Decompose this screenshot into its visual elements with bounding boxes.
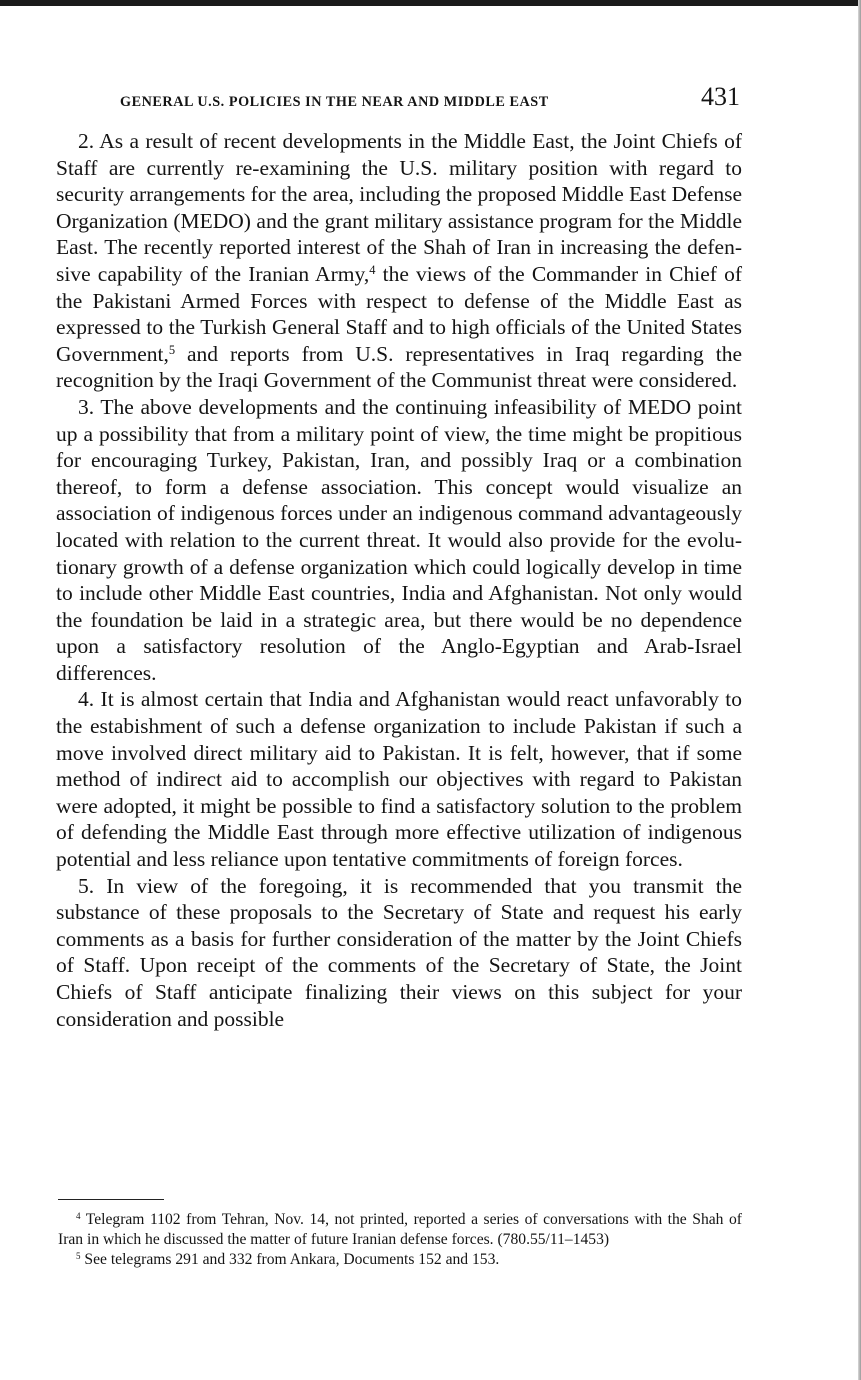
top-border-rule xyxy=(0,0,861,6)
footnote-marker: 5 xyxy=(76,1250,81,1261)
footnote-5 xyxy=(58,1250,742,1270)
footnote-ref-4: 4 xyxy=(369,263,376,278)
paragraph-4: 4. It is almost certain that India and Afghanistan would react unfavorably to the estabishment of such a defense organization to include Pakistan if such a move involved direct military aid to Pakistan. It is felt, however, that if some method of indirect aid to accomplish our objectives with regard to Pakistan were adopted, it might be possible to find a satisfactory solution to the problem of defending the Middle East through more effective utilization of indigenous potential and less reliance upon tentative commitments of foreign forces. xyxy=(56,687,742,872)
running-head: GENERAL U.S. POLICIES IN THE NEAR AND MIDDLE EAST xyxy=(120,94,549,110)
footnotes xyxy=(58,1210,742,1269)
page-header xyxy=(118,82,742,116)
footnote-separator xyxy=(58,1199,164,1200)
paragraph-3: 3. The above developments and the continuing infeasibility of MEDO point up a possibility that from a military point of view, the time might be propitious for encouraging Turkey, Pakistan, Iran, and possibly Iraq or a combination thereof, to form a defense association. This concept would visualize an association of indigenous forces under an indigenous command advantageously located with relation to the current threat. It would also provide for the evolutionary growth of a defense organization which could logically develop in time to include other Middle East countries, India and Afghanistan. Not only would the foundation be laid in a strategic area, but there would be no dependence upon a satisfactory resolution of the Anglo-Egyptian and Arab-Israel differences. xyxy=(56,394,742,685)
paragraph-2-text-a: 2. As a result of recent developments in the Middle East, the Joint Chiefs of Staff are currently re-examining the U.S. military position with regard to security arrangements for the area, including the proposed Middle East Defense Organization (MEDO) and the grant military assistance program for the Middle East. The recently reported interest of the Shah of Iran in increasing the defensive capability of the Iranian Army, xyxy=(56,129,742,286)
body-text xyxy=(56,128,742,1032)
paragraph-2-text-c: and reports from U.S. representatives in Iraq regarding the recognition by the Iraqi Government of the Communist threat were considered. xyxy=(56,341,742,393)
footnote-text: See telegrams 291 and 332 from Ankara, Documents 152 and 153. xyxy=(84,1250,500,1268)
page-number: 431 xyxy=(701,82,740,111)
footnote-ref-5: 5 xyxy=(168,342,176,357)
paragraph-5: 5. In view of the foregoing, it is recommended that you transmit the substance of these proposals to the Secretary of State and request his early comments as a basis for further consideration of the matter by the Joint Chiefs of Staff. Upon receipt of the comments of the Secretary of State, the Joint Chiefs of Staff anticipate finalizing their views on this subject for your consideration and possible xyxy=(56,873,742,1031)
paragraph-2-text-b: the views of the Commander in Chief of the Pakistani Armed Forces with respect to defense of the Middle East as expressed to the Turkish General Staff and to high officials of the United States Government, xyxy=(56,261,742,366)
footnote-text: Telegram 1102 from Tehran, Nov. 14, not printed, reported a series of conversations with the Shah of Iran in which he discussed the matter of future Iranian defense forces. (780.55/11–1453) xyxy=(58,1211,742,1248)
paragraph-2 xyxy=(56,128,742,394)
footnote-4 xyxy=(58,1210,742,1250)
footnote-marker: 4 xyxy=(76,1211,81,1222)
